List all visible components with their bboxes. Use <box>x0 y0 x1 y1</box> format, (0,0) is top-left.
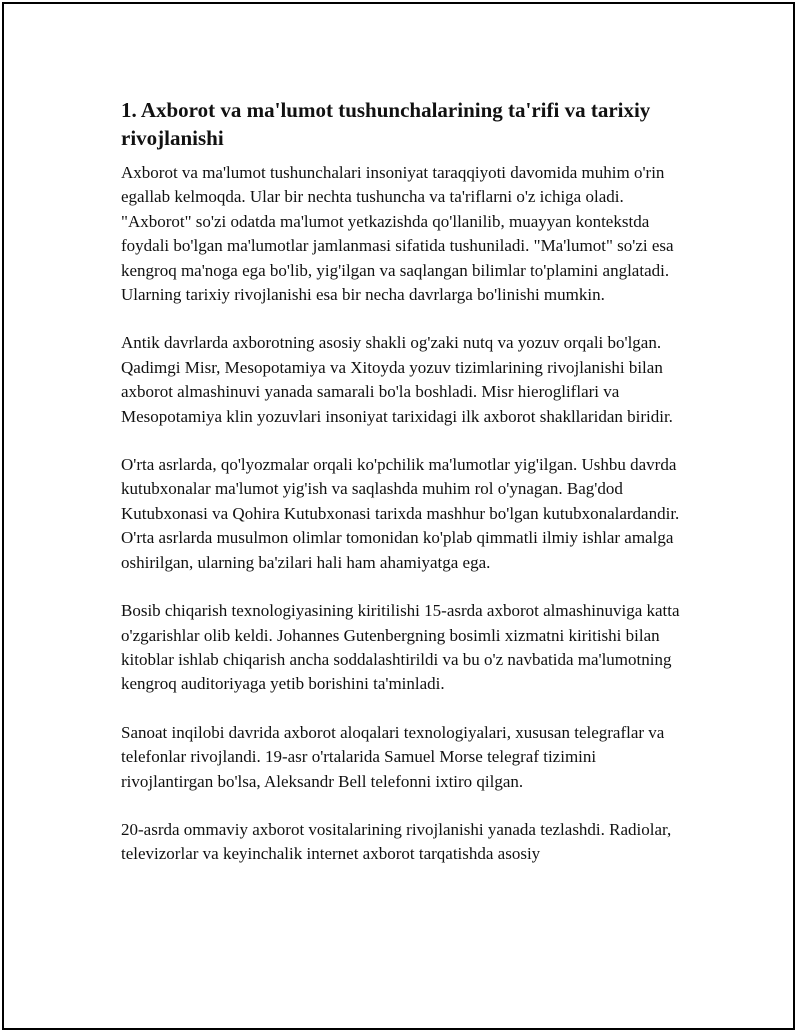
paragraph-5: Sanoat inqilobi davrida axborot aloqalari texnologiyalari, xususan telegraflar va telefonlar rivojlandi. 19-asr o'rtalarida Samuel Morse telegraf tizimini rivojlantirgan bo'lsa, Aleksandr Bell telefonni ixtiro qilgan. <box>121 722 665 791</box>
document-title: 1. Axborot va ma'lumot tushunchalarining ta'rifi va tarixiy rivojlanishi <box>121 98 651 150</box>
paragraph-4: Bosib chiqarish texnologiyasining kiritilishi 15-asrda axborot almashinuviga katta o'zgarishlar olib keldi. Johannes Gutenbergning bosimli xizmatni kiritishi bilan kitoblar ishlab chiqarish ancha soddalashtirildi va bu o'z navbatida ma'lumotning kengroq auditoriyaga yetib borishini ta'minladi. <box>121 601 680 694</box>
paragraph-3: O'rta asrlarda, qo'lyozmalar orqali ko'pchilik ma'lumotlar yig'ilgan. Ushbu davrda kutubxonalar ma'lumot yig'ish va saqlashda muhim rol o'ynagan. Bag'dod Kutubxonasi va Qohira Kutubxonasi tarixda mashhur bo'lgan kutubxonalardandir. O'rta asrlarda musulmon olimlar tomonidan ko'plab qimmatli ilmiy ishlar amalga oshirilgan, ularning ba'zilari hali ham ahamiyatga ega. <box>121 455 680 572</box>
page-frame <box>2 2 795 1030</box>
paragraph-6: 20-asrda ommaviy axborot vositalarining rivojlanishi yanada tezlashdi. Radiolar, televizorlar va keyinchalik internet axborot tarqatishda asosiy <box>121 819 672 864</box>
paragraph-1: Axborot va ma'lumot tushunchalari insoniyat taraqqiyoti davomida muhim o'rin egallab kelmoqda. Ular bir nechta tushuncha va ta'riflarni o'z ichiga oladi. "Axborot" so'zi odatda ma'lumot yetkazishda qo'llanilib, muayyan kontekstda foydali bo'lgan ma'lumotlar jamlanmasi sifatida tushuniladi. "Ma'lumot" so'zi esa kengroq ma'noga ega bo'lib, yig'ilgan va saqlangan bilimlar to'plamini anglatadi. Ularning tarixiy rivojlanishi esa bir necha davrlarga bo'linishi mumkin. <box>121 163 674 305</box>
paragraph-2: Antik davrlarda axborotning asosiy shakli og'zaki nutq va yozuv orqali bo'lgan. Qadimgi Misr, Mesopotamiya va Xitoyda yozuv tizimlarining rivojlanishi bilan axborot almashinuvi yanada samarali bo'la boshladi. Misr hierogliflari va Mesopotamiya klin yozuvlari insoniyat tarixidagi ilk axborot shakllaridan biridir. <box>121 333 673 426</box>
document-body <box>121 96 691 891</box>
